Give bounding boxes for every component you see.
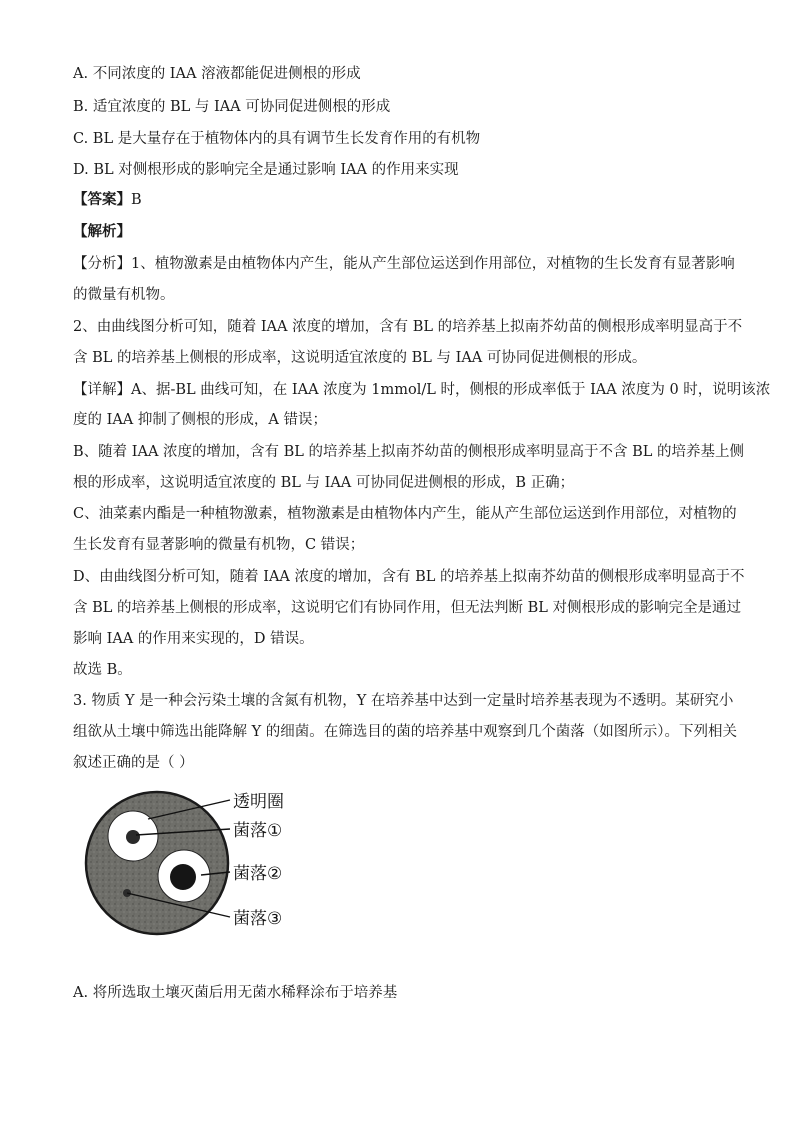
detail-d-line-2: 含 BL 的培养基上侧根的形成率，这说明它们有协同作用，但无法判断 BL 对侧根形成的影响完全是通过 <box>73 600 742 616</box>
detail-d-line-3: 影响 IAA 的作用来实现的，D 错误。 <box>73 631 314 647</box>
detail-d-line-1: D、由曲线图分析可知，随着 IAA 浓度的增加，含有 BL 的培养基上拟南芥幼苗的侧根形成率明显高于不 <box>73 569 745 585</box>
question3-line-1: 3. 物质 Y 是一种会污染土壤的含氮有机物，Y 在培养基中达到一定量时培养基表现为不透明。某研究小 <box>73 693 734 709</box>
question3-line-3: 叙述正确的是（ ） <box>73 755 194 771</box>
label-colony-2: 菌落② <box>233 864 283 884</box>
label-halo: 透明圈 <box>233 792 284 812</box>
detail-c-line-1: C、油菜素内酯是一种植物激素，植物激素是由植物体内产生，能从产生部位运送到作用部位，对植物的 <box>73 506 737 522</box>
colony-1 <box>126 830 140 844</box>
colony-2 <box>170 864 196 890</box>
conclusion: 故选 B。 <box>73 662 132 678</box>
answer-tag: 【答案】 <box>73 191 131 208</box>
answer-line <box>73 190 142 210</box>
q3-option-a: A. 将所选取土壤灭菌后用无菌水稀释涂布于培养基 <box>73 985 398 1001</box>
detail-c-line-2: 生长发育有显著影响的微量有机物，C 错误； <box>73 537 365 553</box>
detail-b-line-2: 根的形成率，这说明适宜浓度的 BL 与 IAA 可协同促进侧根的形成，B 正确； <box>73 475 575 491</box>
analysis-line-2: 的微量有机物。 <box>73 287 175 303</box>
option-a: A. 不同浓度的 IAA 溶液都能促进侧根的形成 <box>73 66 361 82</box>
petri-dish-figure <box>84 783 314 943</box>
detail-a-line-2: 度的 IAA 抑制了侧根的形成，A 错误； <box>73 412 327 428</box>
answer-value: B <box>131 192 142 208</box>
label-colony-3: 菌落③ <box>233 909 283 929</box>
detail-a-line-1: 【详解】A、据-BL 曲线可知，在 IAA 浓度为 1mmol/L 时，侧根的形成率低于 IAA 浓度为 0 时，说明该浓 <box>73 382 771 398</box>
detail-b-line-1: B、随着 IAA 浓度的增加，含有 BL 的培养基上拟南芥幼苗的侧根形成率明显高于不含 BL 的培养基上侧 <box>73 444 745 460</box>
option-d: D. BL 对侧根形成的影响完全是通过影响 IAA 的作用来实现 <box>73 162 459 178</box>
option-b: B. 适宜浓度的 BL 与 IAA 可协同促进侧根的形成 <box>73 99 391 115</box>
analysis-line-4: 含 BL 的培养基上侧根的形成率，这说明适宜浓度的 BL 与 IAA 可协同促进侧根的形成。 <box>73 350 647 366</box>
question3-line-2: 组欲从土壤中筛选出能降解 Y 的细菌。在筛选目的菌的培养基中观察到几个菌落（如图所示）。下列相关 <box>73 724 738 740</box>
analysis-line-3: 2、由曲线图分析可知，随着 IAA 浓度的增加，含有 BL 的培养基上拟南芥幼苗的侧根形成率明显高于不 <box>73 319 743 335</box>
label-colony-1: 菌落① <box>233 821 283 841</box>
option-c: C. BL 是大量存在于植物体内的具有调节生长发育作用的有机物 <box>73 131 481 147</box>
analysis-line-1: 【分析】1、植物激素是由植物体内产生，能从产生部位运送到作用部位，对植物的生长发育有显著影响 <box>73 256 735 272</box>
analysis-heading: 【解析】 <box>73 223 131 240</box>
